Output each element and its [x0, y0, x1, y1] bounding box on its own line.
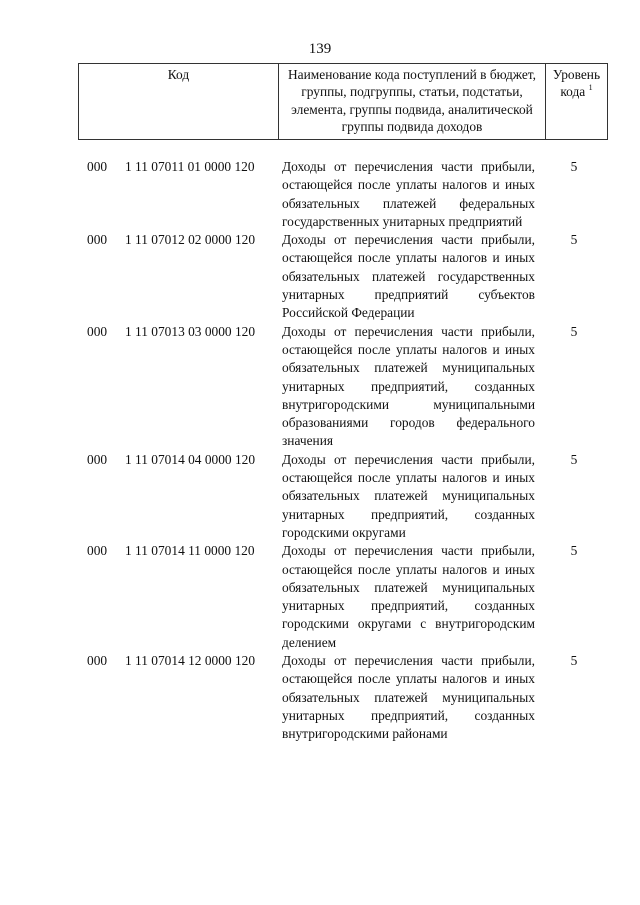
- row-code: 1 11 07011 01 0000 120: [125, 159, 255, 174]
- header-row: [79, 64, 608, 140]
- header-name: Наименование кода поступлений в бюджет, группы, подгруппы, статьи, подстатьи, элемента, группы подвида, аналитической группы подвида доходов: [279, 64, 546, 140]
- row-prefix: 000: [87, 232, 108, 248]
- row-level: 5: [570, 653, 578, 669]
- row-name: Доходы от перечисления части прибыли, остающейся после уплаты налогов и иных обязательных платежей муниципальных унитарных предприятий, созданных внутригородскими муниципальными образованиями городов федерального значения: [282, 323, 535, 449]
- table-header: [78, 63, 608, 140]
- header-level-line2: кода: [560, 84, 586, 100]
- row-level: 5: [570, 451, 578, 467]
- row-code: 1 11 07014 11 0000 120: [125, 543, 255, 559]
- row-level: 5: [570, 323, 578, 339]
- row-name: Доходы от перечисления части прибыли, остающейся после уплаты налогов и иных обязательных платежей муниципальных унитарных предприятий, созданных городскими округами с внутригородским делением: [282, 543, 535, 650]
- page-number: 139: [308, 41, 332, 57]
- header-level-footnote: 1: [588, 83, 593, 93]
- table-row: [84, 158, 604, 231]
- row-code: 1 11 07014 04 0000 120: [125, 451, 256, 467]
- header-code: Код: [79, 64, 279, 140]
- row-level: 5: [570, 232, 578, 248]
- row-prefix: 000: [87, 653, 108, 669]
- header-level: [546, 64, 608, 140]
- row-name: Доходы от перечисления части прибыли, остающейся после уплаты налогов и иных обязательных платежей муниципальных унитарных предприятий, созданных внутригородскими районами: [282, 653, 535, 742]
- table-body: [84, 158, 604, 744]
- row-name: Доходы от перечисления части прибыли, остающейся после уплаты налогов и иных обязательных платежей муниципальных унитарных предприятий, созданных городскими округами: [282, 451, 535, 540]
- row-name: Доходы от перечисления части прибыли, остающейся после уплаты налогов и иных обязательных платежей федеральных государственных унитарных предприятий: [282, 159, 535, 229]
- row-prefix: 000: [87, 543, 108, 559]
- row-level: 5: [570, 159, 578, 174]
- row-code: 1 11 07013 03 0000 120: [125, 323, 256, 339]
- table-row: [84, 451, 604, 542]
- row-level: 5: [570, 543, 578, 559]
- table-row: [84, 542, 604, 652]
- row-name: Доходы от перечисления части прибыли, остающейся после уплаты налогов и иных обязательных платежей государственных унитарных предприятий субъектов Российской Федерации: [282, 232, 535, 321]
- header-level-line1: Уровень: [552, 67, 601, 82]
- table-row: [84, 231, 604, 322]
- row-code: 1 11 07014 12 0000 120: [125, 653, 256, 669]
- table-row: [84, 652, 604, 743]
- row-prefix: 000: [87, 451, 108, 467]
- row-prefix: 000: [87, 159, 108, 174]
- table-row: [84, 323, 604, 451]
- row-code: 1 11 07012 02 0000 120: [125, 232, 256, 248]
- row-prefix: 000: [87, 323, 108, 339]
